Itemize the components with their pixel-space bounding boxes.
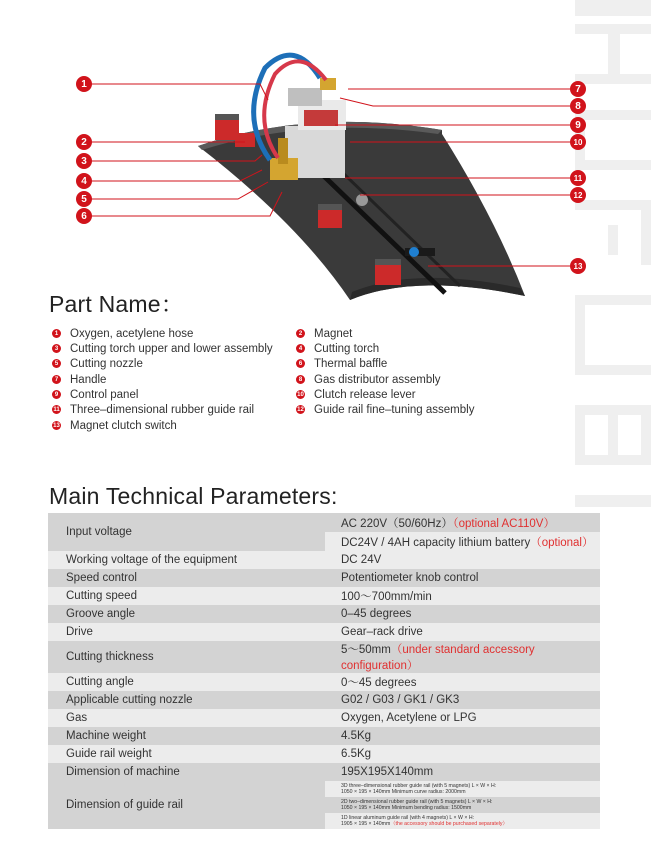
part-number-badge: 6 bbox=[296, 359, 305, 368]
table-row bbox=[48, 605, 600, 623]
param-label: Input voltage bbox=[48, 513, 325, 551]
callout-10: 10 bbox=[570, 134, 586, 150]
callout-6: 6 bbox=[76, 208, 92, 224]
part-item bbox=[52, 387, 138, 402]
table-row bbox=[48, 727, 600, 745]
part-number-badge: 5 bbox=[52, 359, 61, 368]
callout-8: 8 bbox=[570, 98, 586, 114]
part-label: Oxygen, acetylene hose bbox=[70, 327, 194, 340]
param-value: 3D three–dimensional rubber guide rail (with 5 magnets) L × W × H: 1050 × 195 × 140mm Minimum curve radius: 2000mm bbox=[325, 781, 600, 797]
param-value: 0～45 degrees bbox=[325, 673, 600, 691]
callout-5: 5 bbox=[76, 191, 92, 207]
table-row bbox=[48, 569, 600, 587]
part-item bbox=[52, 418, 177, 433]
part-item bbox=[296, 326, 352, 341]
param-value: 2D two–dimensional rubber guide rail (with 5 magnets) L × W × H: 1050 × 195 × 140mm Minimum bending radius: 1500mm bbox=[325, 797, 600, 813]
technical-parameters-table bbox=[48, 513, 600, 829]
table-row bbox=[48, 763, 600, 781]
part-item bbox=[296, 402, 474, 417]
part-label: Gas distributor assembly bbox=[314, 373, 441, 386]
param-label: Speed control bbox=[48, 569, 325, 587]
callout-1: 1 bbox=[76, 76, 92, 92]
part-item bbox=[52, 341, 273, 356]
table-row bbox=[48, 709, 600, 727]
part-item bbox=[296, 387, 416, 402]
param-label: Gas bbox=[48, 709, 325, 727]
callout-3: 3 bbox=[76, 153, 92, 169]
callout-4: 4 bbox=[76, 173, 92, 189]
table-row bbox=[48, 551, 600, 569]
callout-11: 11 bbox=[570, 170, 586, 186]
part-label: Guide rail fine–tuning assembly bbox=[314, 403, 475, 416]
table-row bbox=[48, 513, 600, 532]
param-value: Potentiometer knob control bbox=[325, 569, 600, 587]
param-value: 6.5Kg bbox=[325, 745, 600, 763]
param-value: Oxygen, Acetylene or LPG bbox=[325, 709, 600, 727]
callout-13: 13 bbox=[570, 258, 586, 274]
param-label: Guide rail weight bbox=[48, 745, 325, 763]
param-label: Groove angle bbox=[48, 605, 325, 623]
part-label: Cutting nozzle bbox=[70, 357, 143, 370]
callout-9: 9 bbox=[570, 117, 586, 133]
callout-2: 2 bbox=[76, 134, 92, 150]
part-number-badge: 9 bbox=[52, 390, 61, 399]
param-label: Working voltage of the equipment bbox=[48, 551, 325, 569]
part-number-badge: 8 bbox=[296, 375, 305, 384]
part-number-badge: 7 bbox=[52, 375, 61, 384]
part-item bbox=[52, 326, 193, 341]
part-label: Control panel bbox=[70, 388, 139, 401]
param-value: 4.5Kg bbox=[325, 727, 600, 745]
table-row bbox=[48, 745, 600, 763]
part-label: Clutch release lever bbox=[314, 388, 416, 401]
param-label: Dimension of machine bbox=[48, 763, 325, 781]
part-number-badge: 4 bbox=[296, 344, 305, 353]
param-value: 100～700mm/min bbox=[325, 587, 600, 605]
part-item bbox=[52, 402, 254, 417]
part-label: Cutting torch bbox=[314, 342, 380, 355]
param-value: AC 220V（50/60Hz）（optional AC110V） bbox=[325, 513, 600, 532]
table-row bbox=[48, 691, 600, 709]
param-value: 1D linear aluminum guide rail (with 4 magnets) L × W × H: 1905 × 195 × 140mm（the accessory should be purchased separately） bbox=[325, 813, 600, 829]
param-value: 5～50mm（under standard accessory configuration） bbox=[325, 641, 600, 673]
param-label: Dimension of guide rail bbox=[48, 781, 325, 829]
part-label: Cutting torch upper and lower assembly bbox=[70, 342, 273, 355]
part-number-badge: 10 bbox=[297, 391, 304, 398]
part-label: Three–dimensional rubber guide rail bbox=[70, 403, 255, 416]
param-value: G02 / G03 / GK1 / GK3 bbox=[325, 691, 600, 709]
part-number-badge: 1 bbox=[52, 329, 61, 338]
part-item bbox=[296, 356, 387, 371]
param-label: Drive bbox=[48, 623, 325, 641]
part-item bbox=[52, 372, 106, 387]
part-number-badge: 12 bbox=[297, 406, 304, 413]
callout-leader-lines bbox=[0, 0, 651, 300]
part-item bbox=[296, 341, 379, 356]
part-item bbox=[52, 356, 143, 371]
param-value: Gear–rack drive bbox=[325, 623, 600, 641]
part-number-badge: 2 bbox=[296, 329, 305, 338]
part-label: Magnet bbox=[314, 327, 353, 340]
part-label: Handle bbox=[70, 373, 107, 386]
param-value: 0–45 degrees bbox=[325, 605, 600, 623]
part-name-heading: Part Name： bbox=[49, 291, 184, 317]
table-row bbox=[48, 673, 600, 691]
param-label: Applicable cutting nozzle bbox=[48, 691, 325, 709]
table-row bbox=[48, 587, 600, 605]
param-value: DC24V / 4AH capacity lithium battery（optional） bbox=[325, 532, 600, 551]
param-value: 195X195X140mm bbox=[325, 763, 600, 781]
param-label: Cutting angle bbox=[48, 673, 325, 691]
part-number-badge: 13 bbox=[53, 422, 60, 429]
table-row bbox=[48, 641, 600, 673]
param-label: Cutting thickness bbox=[48, 641, 325, 673]
part-label: Thermal baffle bbox=[314, 357, 388, 370]
part-number-badge: 3 bbox=[52, 344, 61, 353]
param-label: Machine weight bbox=[48, 727, 325, 745]
param-value: DC 24V bbox=[325, 551, 600, 569]
table-row bbox=[48, 623, 600, 641]
callout-7: 7 bbox=[570, 81, 586, 97]
part-number-badge: 11 bbox=[53, 406, 60, 413]
part-label: Magnet clutch switch bbox=[70, 419, 177, 432]
callout-12: 12 bbox=[570, 187, 586, 203]
technical-parameters-heading: Main Technical Parameters: bbox=[49, 483, 338, 509]
table-row bbox=[48, 781, 600, 797]
part-item bbox=[296, 372, 441, 387]
param-label: Cutting speed bbox=[48, 587, 325, 605]
